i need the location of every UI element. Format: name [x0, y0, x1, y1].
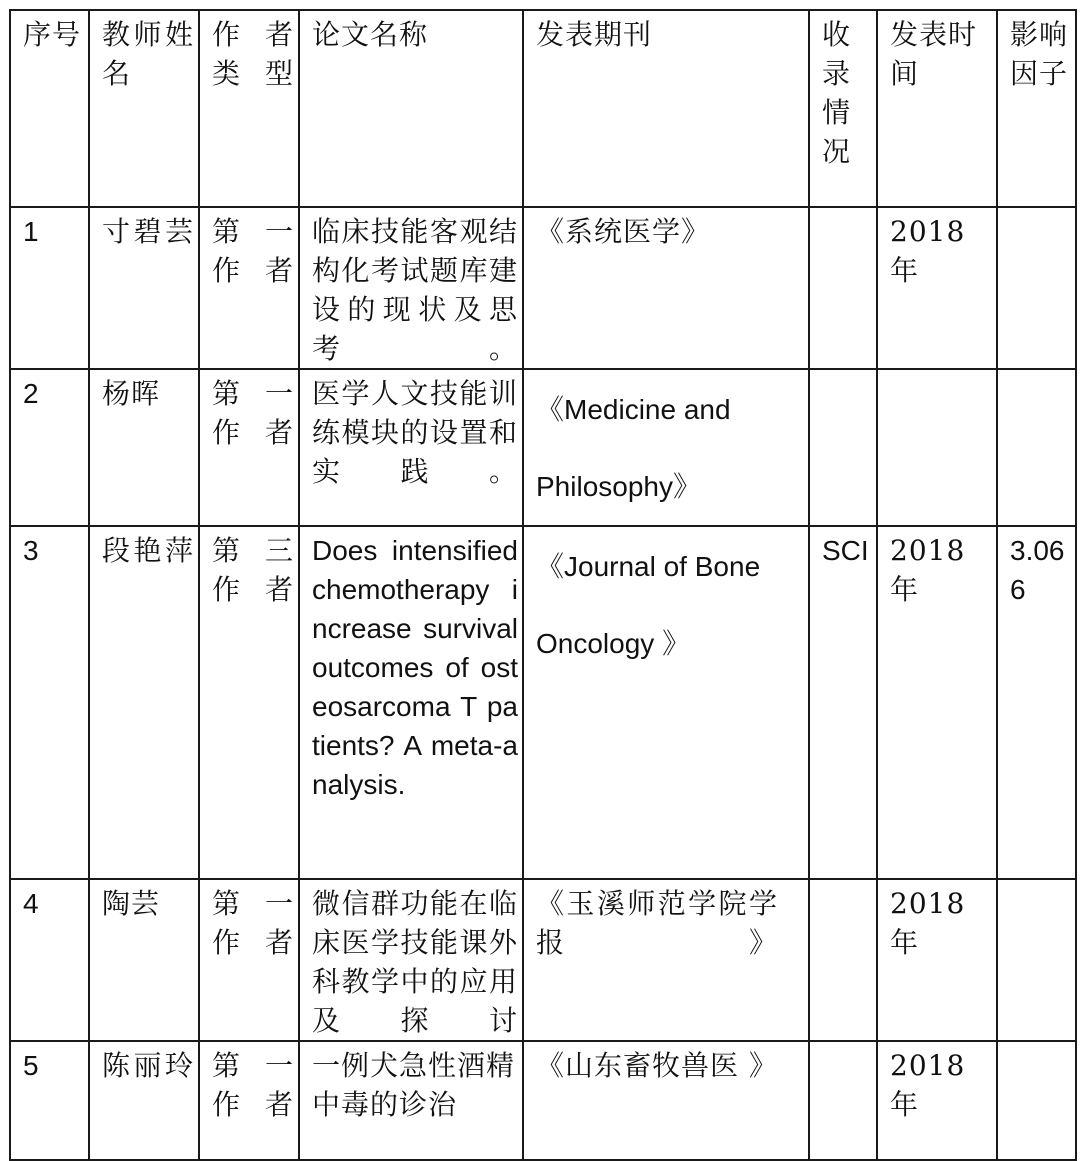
table-row — [10, 207, 1076, 369]
row-journal: 《玉溪师范学院学报》 — [523, 879, 809, 1041]
row-title: 微信群功能在临床医学技能课外科教学中的应用及探讨 — [299, 879, 523, 1041]
row-date: 2018年 — [877, 207, 997, 369]
header-author-type: 作者类型 — [199, 10, 299, 207]
header-date: 发表时间 — [877, 10, 997, 207]
row-date: 2018年 — [877, 1041, 997, 1160]
row-impact — [997, 879, 1076, 1041]
row-author-type: 第三作者 — [199, 526, 299, 879]
row-indexed — [809, 369, 877, 526]
row-date — [877, 369, 997, 526]
row-indexed: SCI — [809, 526, 877, 879]
row-title: Does intensified chemotherapy increase survival outcomes of osteosarcoma T patients? A meta-analysis. — [299, 526, 523, 879]
row-journal: 《系统医学》 — [523, 207, 809, 369]
header-teacher: 教师姓名 — [89, 10, 199, 207]
row-impact — [997, 1041, 1076, 1160]
row-indexed — [809, 879, 877, 1041]
row-indexed — [809, 1041, 877, 1160]
row-teacher: 段艳萍 — [89, 526, 199, 879]
row-index: 1 — [10, 207, 89, 369]
row-author-type: 第一作者 — [199, 369, 299, 526]
row-teacher: 杨晖 — [89, 369, 199, 526]
row-journal — [523, 526, 809, 879]
row-date: 2018年 — [877, 526, 997, 879]
row-impact — [997, 207, 1076, 369]
header-row — [10, 10, 1076, 207]
journal-line-1: 《Journal of Bone — [536, 551, 761, 582]
row-date: 2018年 — [877, 879, 997, 1041]
row-teacher: 陶芸 — [89, 879, 199, 1041]
journal-line-1: 《Medicine and — [536, 394, 731, 425]
row-index: 5 — [10, 1041, 89, 1160]
row-author-type: 第一作者 — [199, 207, 299, 369]
row-impact — [997, 369, 1076, 526]
table-row — [10, 879, 1076, 1041]
row-impact: 3.066 — [997, 526, 1076, 879]
table-row — [10, 1041, 1076, 1160]
row-index: 2 — [10, 369, 89, 526]
row-teacher: 陈丽玲 — [89, 1041, 199, 1160]
header-impact: 影响因子 — [997, 10, 1076, 207]
row-teacher: 寸碧芸 — [89, 207, 199, 369]
journal-line-2: Philosophy》 — [536, 471, 701, 502]
header-index: 序号 — [10, 10, 89, 207]
row-journal: 《山东畜牧兽医 》 — [523, 1041, 809, 1160]
row-author-type: 第一作者 — [199, 1041, 299, 1160]
row-title: 临床技能客观结构化考试题库建设的现状及思考。 — [299, 207, 523, 369]
header-indexed: 收录情况 — [809, 10, 877, 207]
table-row — [10, 526, 1076, 879]
row-journal — [523, 369, 809, 526]
row-index: 4 — [10, 879, 89, 1041]
header-journal: 发表期刊 — [523, 10, 809, 207]
header-title: 论文名称 — [299, 10, 523, 207]
row-index: 3 — [10, 526, 89, 879]
row-title: 一例犬急性酒精中毒的诊治 — [299, 1041, 523, 1160]
row-title: 医学人文技能训练模块的设置和实践。 — [299, 369, 523, 526]
journal-line-2: Oncology 》 — [536, 628, 691, 659]
row-author-type: 第一作者 — [199, 879, 299, 1041]
publications-table — [9, 9, 1077, 1161]
row-indexed — [809, 207, 877, 369]
table-row — [10, 369, 1076, 526]
